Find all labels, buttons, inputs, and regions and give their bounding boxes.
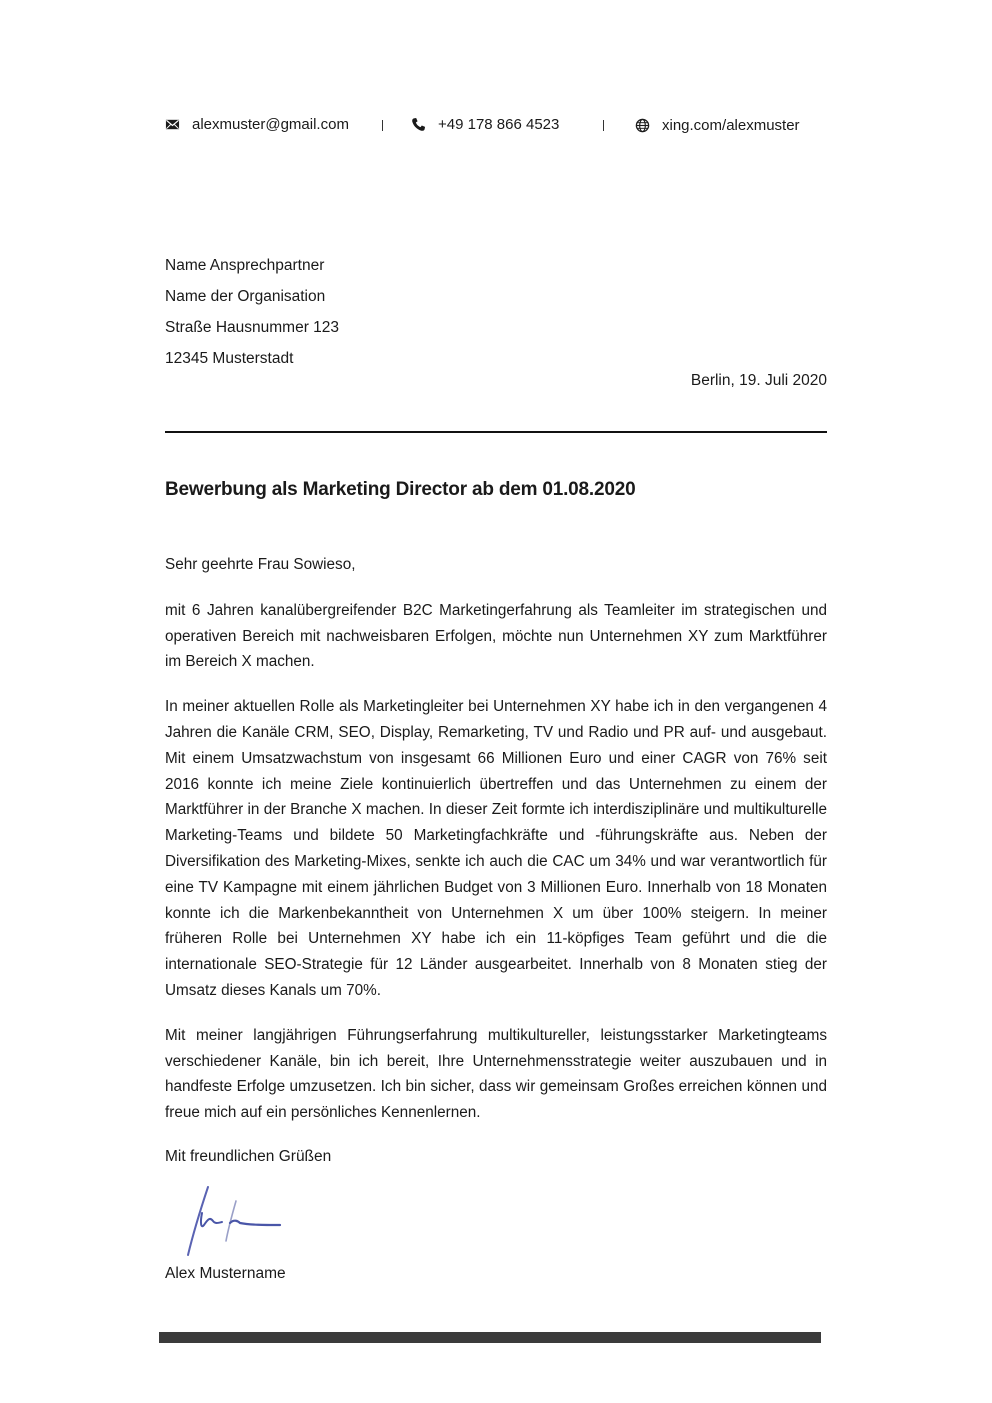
footer-bar <box>159 1332 821 1343</box>
globe-icon <box>635 118 650 133</box>
recipient-address <box>165 250 339 374</box>
contact-phone[interactable] <box>411 116 559 133</box>
body-paragraph: In meiner aktuellen Rolle als Marketingleiter bei Unternehmen XY habe ich in den vergangenen 4 Jahren die Kanäle CRM, SEO, Display, Remarketing, TV und Radio und PR auf- und ausgebaut. Mit einem Umsatzwachstum von insgesamt 66 Millionen Euro und einer CAGR von 76% seit 2016 konnte ich meine Ziele kontinuierlich übertreffen und das Unternehmen zu einem der Marktführer in der Branche X machen. In dieser Zeit formte ich interdisziplinäre und multikulturelle Marketing-Teams und bildete 50 Marketingfachkräfte und -führungskräfte aus. Neben der Diversifikation des Marketing-Mixes, senkte ich auch die CAC um 34% und war verantwortlich für eine TV Kampagne mit einem jährlichen Budget von 3 Millionen Euro. Innerhalb von 18 Monaten konnte ich die Markenbekanntheit von Unternehmen X um über 100% steigern. In meiner früheren Rolle bei Unternehmen XY habe ich ein 11-köpfiges Team geführt und die die internationale SEO-Strategie für 12 Länder ausgearbeitet. Innerhalb von 8 Monaten stieg der Umsatz dieses Kanals um 70%. <box>165 698 827 999</box>
contact-divider <box>382 120 383 131</box>
letter-date: Berlin, 19. Juli 2020 <box>690 372 827 389</box>
contact-divider <box>603 120 604 131</box>
divider-line <box>165 431 827 433</box>
contact-email[interactable] <box>165 116 349 133</box>
recipient-city: 12345 Musterstadt <box>165 350 294 367</box>
signature-image <box>180 1185 290 1260</box>
salutation: Sehr geehrte Frau Sowieso, <box>165 556 356 573</box>
closing-phrase: Mit freundlichen Grüßen <box>165 1148 332 1165</box>
email-text: alexmuster@gmail.com <box>192 116 349 133</box>
web-text: xing.com/alexmuster <box>662 117 800 134</box>
recipient-street: Straße Hausnummer 123 <box>165 319 340 336</box>
recipient-organisation: Name der Organisation <box>165 288 326 305</box>
phone-icon <box>411 117 426 132</box>
body-paragraph: Mit meiner langjährigen Führungserfahrung multikultureller, leistungsstarker Marketingteams verschiedener Kanäle, bin ich bereit, Ihre Unternehmensstrategie weiter auszubauen und in handfeste Erfolge umzusetzen. Ich bin sicher, dass wir gemeinsam Großes erreichen können und freue mich auf ein persönliches Kennenlernen. <box>165 1026 827 1122</box>
letter-subject: Bewerbung als Marketing Director ab dem 01.08.2020 <box>165 479 636 500</box>
body-paragraph: mit 6 Jahren kanalübergreifender B2C Marketingerfahrung als Teamleiter im strategischen und operativen Bereich mit nachweisbaren Erfolgen, möchte nun Unternehmen XY zum Marktführer im Bereich X machen. <box>165 601 827 671</box>
contact-web[interactable] <box>635 117 800 134</box>
phone-text: +49 178 866 4523 <box>438 116 560 133</box>
signer-name: Alex Mustername <box>165 1265 286 1282</box>
recipient-name: Name Ansprechpartner <box>165 257 325 274</box>
envelope-icon <box>165 117 180 132</box>
letter-body <box>165 552 827 1145</box>
contact-header <box>165 116 845 138</box>
